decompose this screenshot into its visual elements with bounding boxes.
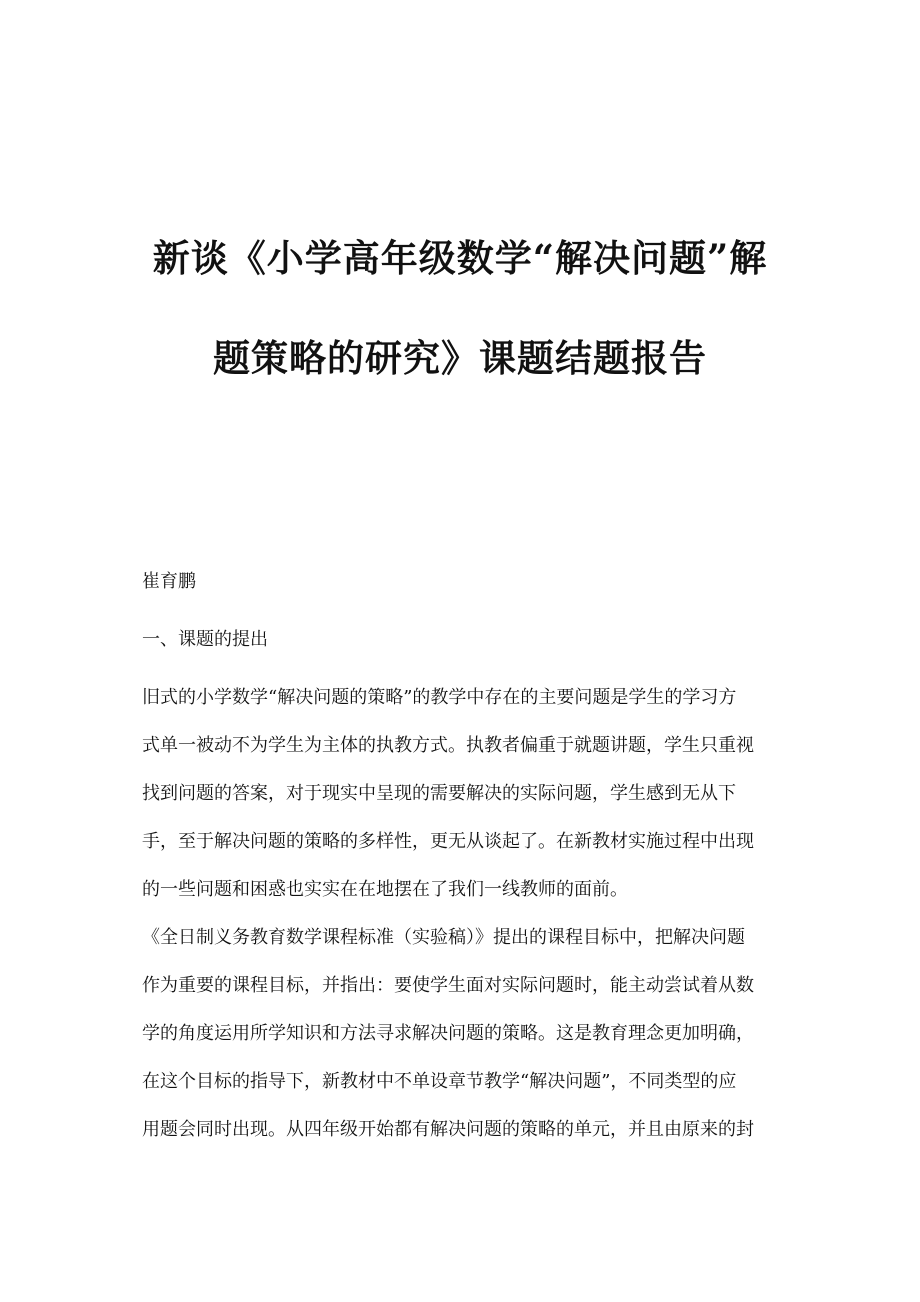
title-line-1: 新谈《小学高年级数学“解决问题”解: [152, 236, 768, 280]
author-name: 崔育鹏: [142, 571, 196, 592]
document-body: [142, 558, 782, 1154]
paragraph-line: 的一些问题和困惑也实实在在地摆在了我们一线教师的面前。: [142, 879, 628, 900]
page-title: [120, 208, 800, 408]
paragraph-line: 在这个目标的指导下，新教材中不单设章节教学“解决问题”，不同类型的应: [142, 1071, 737, 1092]
paragraph-line: 旧式的小学数学“解决问题的策略”的教学中存在的主要问题是学生的学习方: [142, 687, 737, 708]
paragraph-line: 用题会同时出现。从四年级开始都有解决问题的策略的单元，并且由原来的封: [142, 1119, 754, 1140]
paragraph-line: 《全日制义务教育数学课程标准（实验稿）》提出的课程目标中，把解决问题: [142, 927, 745, 948]
paragraph-line: 式单一被动不为学生为主体的执教方式。执教者偏重于就题讲题，学生只重视: [142, 735, 754, 756]
paragraph-line: 作为重要的课程目标，并指出：要使学生面对实际问题时，能主动尝试着从数: [142, 975, 754, 996]
section-heading: 一、课题的提出: [142, 629, 268, 650]
paragraph-line: 学的角度运用所学知识和方法寻求解决问题的策略。这是教育理念更加明确，: [142, 1023, 754, 1044]
paragraph-line: 手，至于解决问题的策略的多样性，更无从谈起了。在新教材实施过程中出现: [142, 831, 754, 852]
title-line-2: 题策略的研究》课题结题报告: [213, 336, 707, 380]
paragraph-line: 找到问题的答案，对于现实中呈现的需要解决的实际问题，学生感到无从下: [142, 783, 736, 804]
paragraph-1: [142, 674, 782, 914]
paragraph-2: [142, 914, 782, 1154]
